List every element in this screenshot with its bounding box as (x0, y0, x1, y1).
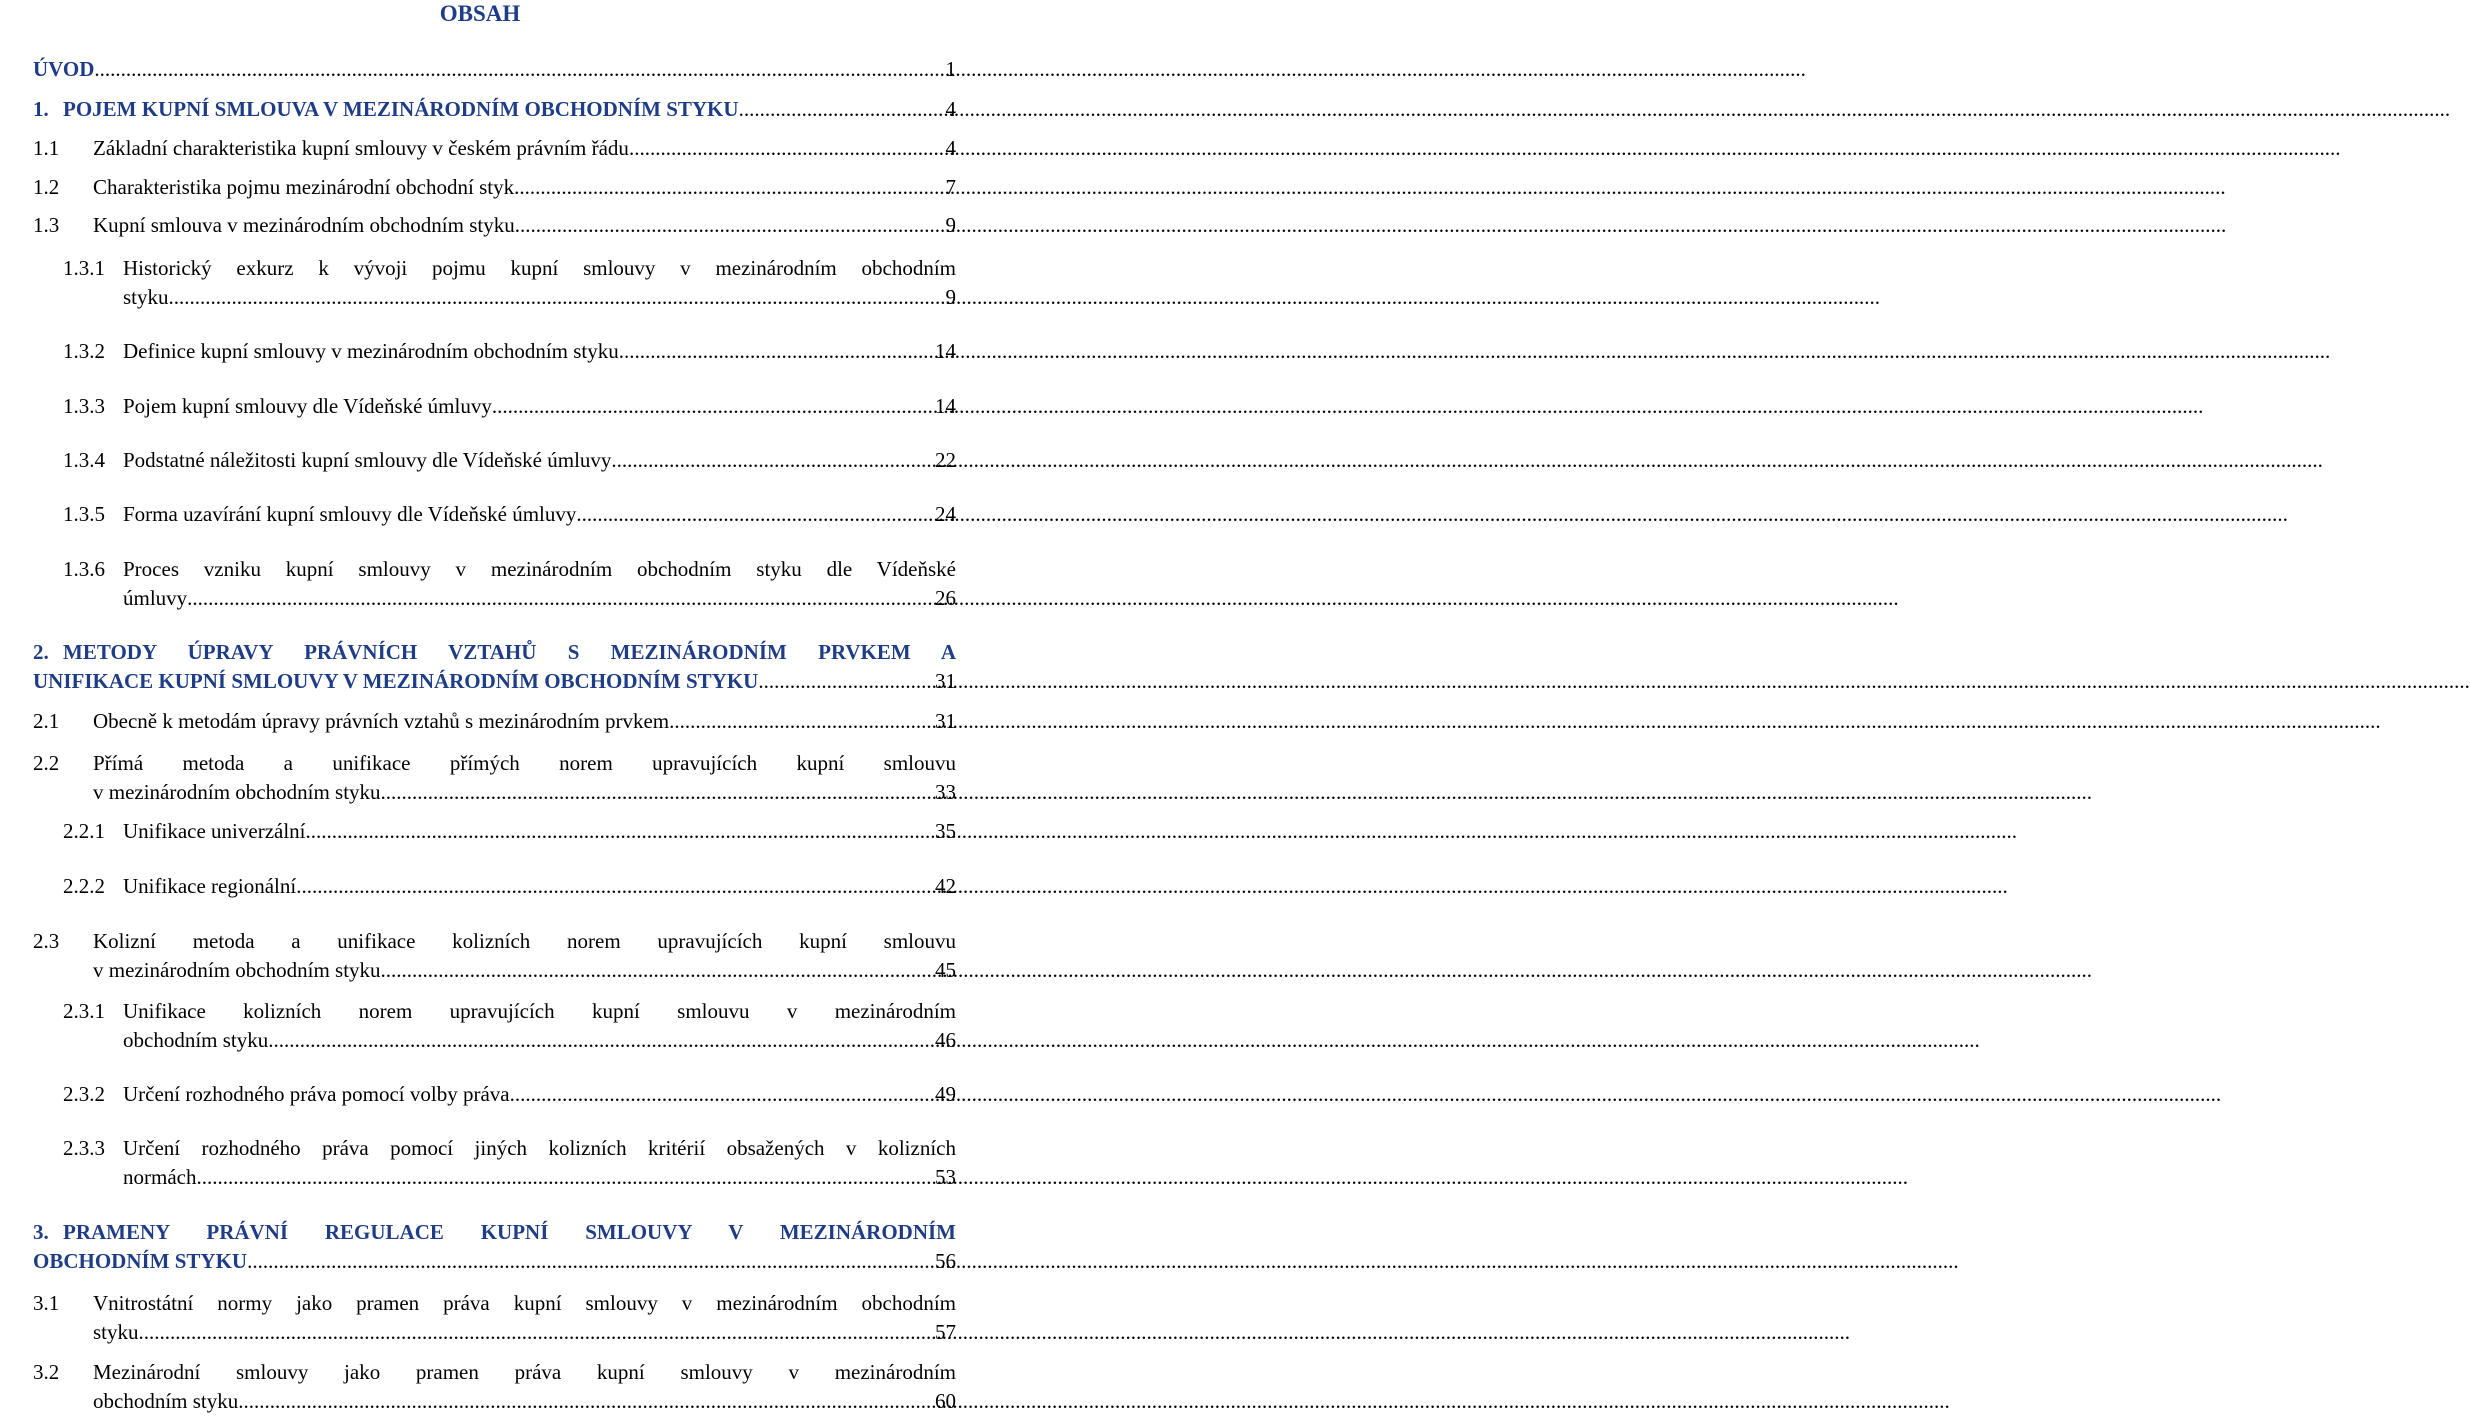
toc-entry-3-2-number (33, 1357, 59, 1387)
toc-entry-1-3-4[interactable] (63, 445, 956, 475)
dot-leader (247, 1246, 935, 1276)
toc-entry-number: 2.3.1 (63, 999, 105, 1023)
dot-leader (629, 133, 946, 163)
dot-leader (611, 445, 935, 475)
toc-entry-uvod[interactable] (33, 54, 956, 84)
toc-entry-2-3-3-number (63, 1133, 105, 1163)
dot-leader (268, 1025, 935, 1055)
toc-entry-2-3-3-line1[interactable] (123, 1133, 956, 1163)
toc-entry-title: Definice kupní smlouvy v mezinárodním obchodním styku (123, 339, 619, 363)
toc-entry-title: Charakteristika pojmu mezinárodní obchodní styk (93, 175, 515, 199)
toc-entry-title: OBCHODNÍM STYKU (33, 1249, 248, 1273)
toc-entry-title-line: PRAMENY PRÁVNÍ REGULACE KUPNÍ SMLOUVY V MEZINÁRODNÍM (63, 1220, 956, 1244)
dot-leader (139, 1317, 935, 1347)
toc-entry-2-2-1[interactable] (63, 816, 956, 846)
toc-entry-3-2[interactable] (93, 1386, 956, 1416)
toc-entry-3-number (33, 1217, 49, 1247)
toc-page-number: 35 (935, 819, 956, 843)
toc-entry-1-2[interactable] (33, 172, 956, 202)
toc-entry-1-3[interactable] (33, 210, 956, 240)
toc-page-number: 9 (945, 213, 956, 237)
toc-entry-title: styku (93, 1320, 139, 1344)
toc-page-number: 22 (935, 448, 956, 472)
toc-entry-number: 2.2 (33, 751, 60, 775)
toc-page-number: 60 (935, 1389, 956, 1413)
dot-leader (196, 1162, 935, 1192)
dot-leader (381, 777, 935, 807)
toc-entry-title: obchodním styku (123, 1028, 269, 1052)
toc-page-number: 45 (935, 958, 956, 982)
toc-entry-1-3-6-line1[interactable] (123, 554, 956, 584)
dot-leader (381, 955, 935, 985)
toc-entry-number: 2.2.2 (63, 874, 105, 898)
toc-entry-title: obchodním styku (93, 1389, 239, 1413)
dot-leader (619, 336, 935, 366)
toc-entry-number: 1.1 (33, 136, 60, 160)
toc-entry-2-2-line1[interactable] (93, 748, 956, 778)
toc-entry-title: Pojem kupní smlouvy dle Vídeňské úmluvy (123, 394, 492, 418)
toc-entry-2-3-2[interactable] (63, 1079, 956, 1109)
dot-leader (669, 706, 935, 736)
dot-leader (758, 666, 935, 696)
toc-heading: OBSAH (439, 1, 521, 26)
toc-entry-2-number (33, 637, 49, 667)
toc-entry-title: POJEM KUPNÍ SMLOUVA V MEZINÁRODNÍM OBCHODNÍM STYKU (63, 97, 739, 121)
toc-entry-1-3-6-number (63, 554, 105, 584)
toc-entry-number: 1.3.2 (63, 339, 105, 363)
toc-page-number: 56 (935, 1249, 956, 1273)
toc-page-number: 24 (935, 502, 956, 526)
toc-entry-2-3-1-number (63, 996, 105, 1026)
toc-entry-1-1[interactable] (33, 133, 956, 163)
toc-entry-number: 1.3.4 (63, 448, 105, 472)
toc-entry-1-3-1[interactable] (123, 282, 956, 312)
toc-entry-1-3-2[interactable] (63, 336, 956, 366)
toc-entry-number: 2.3.3 (63, 1136, 105, 1160)
toc-entry-number: 2.3.2 (63, 1082, 105, 1106)
toc-entry-number: 1.3.3 (63, 394, 105, 418)
toc-entry-2-2-number (33, 748, 59, 778)
toc-entry-title-line: Vnitrostátní normy jako pramen práva kupní smlouvy v mezinárodním obchodním (93, 1291, 956, 1315)
table-of-contents (0, 0, 960, 1416)
toc-entry-title: v mezinárodním obchodním styku (93, 780, 381, 804)
toc-entry-number: 3.2 (33, 1360, 60, 1384)
toc-page-number: 31 (935, 669, 956, 693)
dot-leader (576, 499, 935, 529)
toc-entry-title-line: Historický exkurz k vývoji pojmu kupní smlouvy v mezinárodním obchodním (123, 256, 956, 280)
toc-page-number: 57 (935, 1320, 956, 1344)
toc-entry-2-2[interactable] (93, 777, 956, 807)
toc-entry-title: normách (123, 1165, 197, 1189)
toc-entry-number: 3. (33, 1220, 49, 1244)
toc-page-number: 7 (945, 175, 956, 199)
toc-entry-title: úmluvy (123, 586, 188, 610)
toc-page-number: 26 (935, 586, 956, 610)
dot-leader (187, 583, 935, 613)
toc-entry-number: 2.3 (33, 929, 60, 953)
dot-leader (169, 282, 946, 312)
toc-entry-2-1[interactable] (33, 706, 956, 736)
toc-entry-1-3-1-number (63, 253, 105, 283)
toc-entry-2[interactable] (33, 666, 956, 696)
toc-entry-title: Unifikace univerzální (123, 819, 306, 843)
toc-page-number: 42 (935, 874, 956, 898)
dot-leader (514, 172, 945, 202)
toc-page-number: 4 (945, 97, 956, 121)
toc-entry-title: Základní charakteristika kupní smlouvy v českém právním řádu (93, 136, 629, 160)
toc-entry-2-3[interactable] (93, 955, 956, 985)
toc-entry-title: Kupní smlouva v mezinárodním obchodním styku (93, 213, 515, 237)
toc-entry-number: 2. (33, 640, 49, 664)
toc-entry-1-3-1-line1[interactable] (123, 253, 956, 283)
toc-entry-title-line: Přímá metoda a unifikace přímých norem upravujících kupní smlouvu (93, 751, 956, 775)
toc-entry-title: styku (123, 285, 169, 309)
toc-entry-1-3-6[interactable] (123, 583, 956, 613)
toc-entry-number: 1.2 (33, 175, 60, 199)
toc-entry-title: UNIFIKACE KUPNÍ SMLOUVY V MEZINÁRODNÍM OBCHODNÍM STYKU (33, 669, 759, 693)
dot-leader (492, 391, 935, 421)
toc-entry-2-2-2[interactable] (63, 871, 956, 901)
toc-entry-title: Podstatné náležitosti kupní smlouvy dle Vídeňské úmluvy (123, 448, 612, 472)
toc-entry-title-line: METODY ÚPRAVY PRÁVNÍCH VZTAHŮ S MEZINÁRODNÍM PRVKEM A (63, 640, 956, 664)
toc-page-number: 14 (935, 394, 956, 418)
toc-entry-title-line: Unifikace kolizních norem upravujících kupní smlouvu v mezinárodním (123, 999, 956, 1023)
toc-entry-title: Obecně k metodám úpravy právních vztahů s mezinárodním prvkem (93, 709, 670, 733)
toc-entry-3-1[interactable] (93, 1317, 956, 1347)
toc-entry-3[interactable] (33, 1246, 956, 1276)
toc-entry-3-line1[interactable] (63, 1217, 956, 1247)
dot-leader (296, 871, 935, 901)
toc-entry-number: 3.1 (33, 1291, 60, 1315)
toc-page-number: 1 (945, 57, 956, 81)
toc-entry-number: 2.2.1 (63, 819, 105, 843)
toc-entry-1[interactable] (33, 94, 956, 124)
toc-entry-number: 1.3.6 (63, 557, 105, 581)
toc-page-number: 49 (935, 1082, 956, 1106)
toc-entry-number: 1. (33, 97, 49, 121)
toc-entry-title: v mezinárodním obchodním styku (93, 958, 381, 982)
dot-leader (306, 816, 936, 846)
toc-entry-1-3-5[interactable] (63, 499, 956, 529)
toc-entry-title: ÚVOD (33, 57, 95, 81)
toc-page-number: 31 (935, 709, 956, 733)
toc-entry-title: Určení rozhodného práva pomocí volby práva (123, 1082, 510, 1106)
toc-page-number: 4 (945, 136, 956, 160)
toc-entry-2-3-3[interactable] (123, 1162, 956, 1192)
toc-entry-2-3-line1[interactable] (93, 926, 956, 956)
toc-entry-title: Forma uzavírání kupní smlouvy dle Vídeňské úmluvy (123, 502, 577, 526)
toc-entry-number: 2.1 (33, 709, 60, 733)
toc-entry-2-3-1-line1[interactable] (123, 996, 956, 1026)
toc-entry-2-3-1[interactable] (123, 1025, 956, 1055)
toc-entry-3-2-line1[interactable] (93, 1357, 956, 1387)
toc-page-number: 53 (935, 1165, 956, 1189)
dot-leader (238, 1386, 935, 1416)
dot-leader (94, 54, 945, 84)
toc-entry-title-line: Určení rozhodného práva pomocí jiných kolizních kritérií obsažených v kolizních (123, 1136, 956, 1160)
toc-entry-title-line: Mezinárodní smlouvy jako pramen práva kupní smlouvy v mezinárodním (93, 1360, 956, 1384)
toc-entry-1-3-3[interactable] (63, 391, 956, 421)
toc-page-number: 33 (935, 780, 956, 804)
toc-entry-title-line: Proces vzniku kupní smlouvy v mezinárodním obchodním styku dle Vídeňské (123, 557, 956, 581)
toc-entry-2-3-number (33, 926, 59, 956)
toc-page-number: 46 (935, 1028, 956, 1052)
toc-entry-title-line: Kolizní metoda a unifikace kolizních norem upravujících kupní smlouvu (93, 929, 956, 953)
dot-leader (739, 94, 946, 124)
toc-entry-number: 1.3.1 (63, 256, 105, 280)
toc-page-number: 14 (935, 339, 956, 363)
dot-leader (515, 210, 946, 240)
toc-entry-number: 1.3 (33, 213, 60, 237)
toc-entry-title: Unifikace regionální (123, 874, 297, 898)
toc-entry-3-1-number (33, 1288, 59, 1318)
toc-entry-3-1-line1[interactable] (93, 1288, 956, 1318)
dot-leader (510, 1079, 935, 1109)
toc-entry-number: 1.3.5 (63, 502, 105, 526)
toc-entry-2-line1[interactable] (63, 637, 956, 667)
toc-page-number: 9 (945, 285, 956, 309)
